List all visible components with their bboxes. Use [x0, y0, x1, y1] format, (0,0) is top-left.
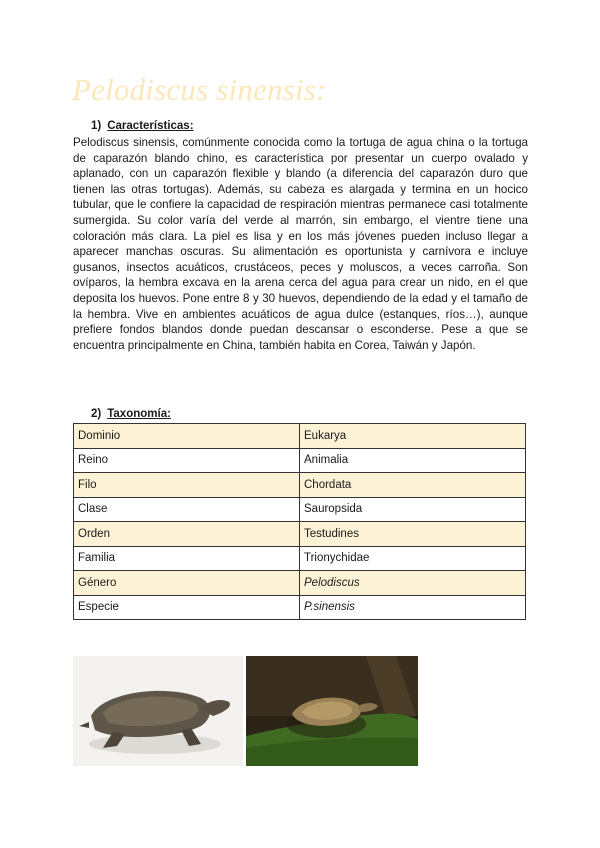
turtle-photo-white-background: [73, 656, 243, 766]
section-number: 2): [91, 408, 102, 420]
table-row: [74, 448, 526, 473]
value-cell: Sauropsida: [300, 497, 526, 522]
section-number: 1): [91, 120, 102, 132]
section-heading-characteristics: [91, 120, 194, 132]
rank-cell: Género: [74, 571, 300, 596]
rank-cell: Especie: [74, 595, 300, 620]
value-cell: Pelodiscus: [300, 571, 526, 596]
rank-cell: Orden: [74, 522, 300, 547]
rank-cell: Filo: [74, 473, 300, 498]
characteristics-paragraph: Pelodiscus sinensis, comúnmente conocida como la tortuga de agua china o la tortuga de caparazón blando chino, es característica por presentar un cuerpo ovalado y aplanado, con un caparazón flexible y blando (a diferencia del caparazón duro que tienen las otras tortugas). Además, su cabeza es alargada y termina en un hocico tubular, que le confiere la capacidad de respiración mientras permanece casi totalmente sumergida. Su color varía del verde al marrón, sin embargo, el vientre tiene una coloración más clara. La piel es lisa y en los más jóvenes pueden incluso llegar a aparecer manchas oscuras. Su alimentación es oportunista y carnívora e incluye gusanos, insectos acuáticos, crustáceos, peces y moluscos, a veces carroña. Son ovíparos, la hembra excava en la arena cerca del agua para crear un nido, en el que deposita los huevos. Pone entre 8 y 30 huevos, dependiendo de la edad y el tamaño de la hembra. Vive en ambientes acuáticos de agua dulce (estanques, ríos…), aunque prefiere fondos blandos donde puedan descansar o esconderse. Pese a que se encuentra principalmente en China, también habita en Corea, Taiwán y Japón.: [73, 136, 528, 352]
rank-cell: Clase: [74, 497, 300, 522]
rank-cell: Dominio: [74, 424, 300, 449]
section-heading-taxonomy: [91, 408, 171, 420]
table-row: [74, 546, 526, 571]
table-row: [74, 522, 526, 547]
value-cell: Eukarya: [300, 424, 526, 449]
rank-cell: Reino: [74, 448, 300, 473]
table-row: [74, 497, 526, 522]
page-title: Pelodiscus sinensis:: [72, 72, 327, 107]
rank-cell: Familia: [74, 546, 300, 571]
value-cell: Chordata: [300, 473, 526, 498]
turtle-photo-on-moss-image: [246, 656, 418, 766]
table-row: [74, 473, 526, 498]
value-cell: P.sinensis: [300, 595, 526, 620]
turtle-photo-white-background-image: [73, 656, 243, 766]
value-cell: Testudines: [300, 522, 526, 547]
section-title: Taxonomía:: [107, 408, 171, 420]
value-cell: Animalia: [300, 448, 526, 473]
table-row: [74, 571, 526, 596]
section-title: Características:: [107, 120, 194, 132]
value-cell: Trionychidae: [300, 546, 526, 571]
taxonomy-table: [73, 423, 526, 620]
table-row: [74, 595, 526, 620]
turtle-photo-on-moss: [246, 656, 418, 766]
table-row: [74, 424, 526, 449]
